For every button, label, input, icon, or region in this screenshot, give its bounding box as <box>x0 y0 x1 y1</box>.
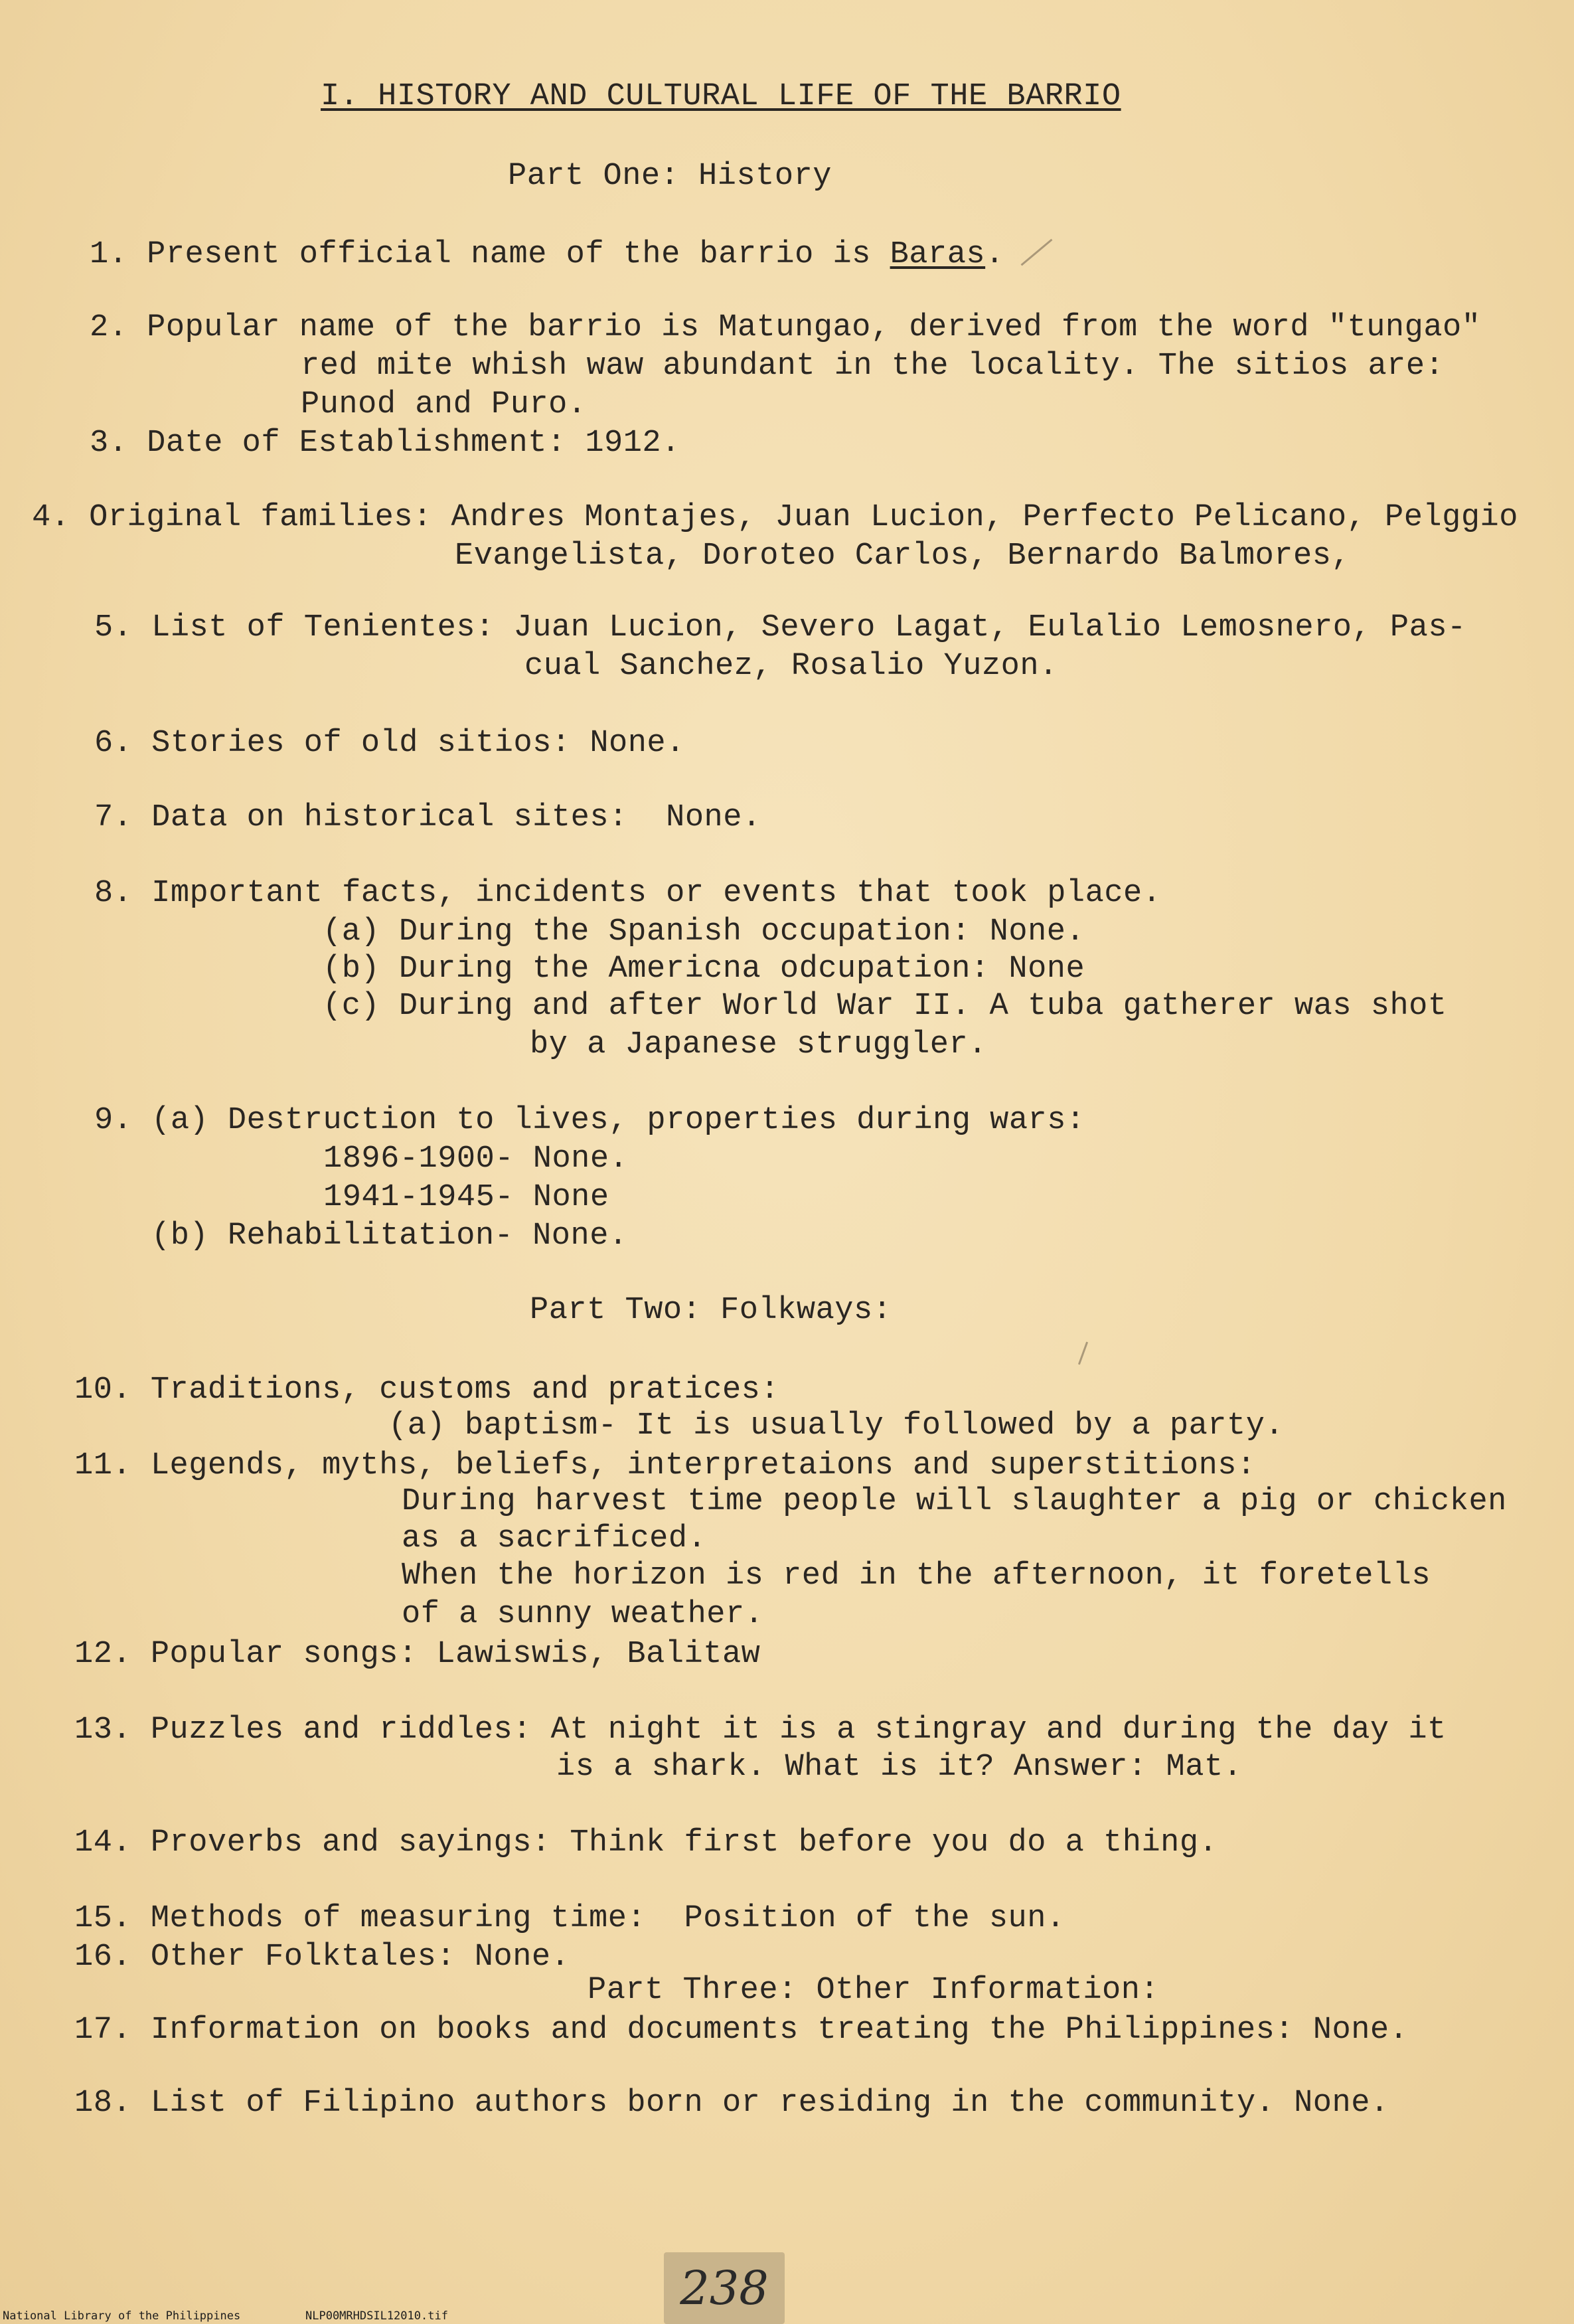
item-9-line-4: (b) Rehabilitation- None. <box>151 1218 628 1254</box>
item-16: 16. Other Folktales: None. <box>74 1940 570 1975</box>
item-2-line-2: red mite whish waw abundant in the locality. The sitios are: <box>301 349 1445 384</box>
item-17: 17. Information on books and documents treating the Philippines: None. <box>74 2013 1409 2048</box>
part-two-heading: Part Two: Folkways: <box>530 1293 892 1328</box>
item-13-line-1: 13. Puzzles and riddles: At night it is a stingray and during the day it <box>74 1712 1447 1748</box>
pencil-mark <box>1078 1342 1088 1365</box>
item-1-suffix: . <box>985 237 1004 272</box>
item-8-b: (b) During the Americna odcupation: None <box>323 952 1085 987</box>
footer-library-name: National Library of the Philippines <box>3 2309 241 2323</box>
item-18: 18. List of Filipino authors born or residing in the community. None. <box>74 2086 1389 2121</box>
item-1 <box>90 236 1004 274</box>
item-4-line-1: 4. Original families: Andres Montajes, Juan Lucion, Perfecto Pelicano, Pelggio <box>32 500 1518 535</box>
item-11-line-3: as a sacrificed. <box>402 1521 707 1556</box>
item-11-line-2: During harvest time people will slaughter a pig or chicken <box>402 1484 1507 1519</box>
item-14: 14. Proverbs and sayings: Think first before you do a thing. <box>74 1825 1218 1861</box>
item-5-line-1: 5. List of Tenientes: Juan Lucion, Severo Lagat, Eulalio Lemosnero, Pas- <box>94 610 1466 645</box>
item-10-line-2: (a) baptism- It is usually followed by a party. <box>388 1408 1285 1444</box>
item-1-text: 1. Present official name of the barrio is <box>90 237 890 272</box>
item-8-c-line-2: by a Japanese struggler. <box>530 1027 987 1062</box>
item-9-line-1: 9. (a) Destruction to lives, properties during wars: <box>94 1103 1085 1138</box>
part-one-heading: Part One: History <box>508 159 832 194</box>
item-11-line-4: When the horizon is red in the afternoon, it foretells <box>402 1558 1431 1594</box>
footer-file-name: NLP00MRHDSIL12010.tif <box>305 2309 448 2323</box>
pencil-mark <box>1021 239 1053 266</box>
item-7: 7. Data on historical sites: None. <box>94 800 761 835</box>
item-13-line-2: is a shark. What is it? Answer: Mat. <box>556 1750 1243 1785</box>
document-title: I. HISTORY AND CULTURAL LIFE OF THE BARRIO <box>321 79 1121 114</box>
item-4-line-2: Evangelista, Doroteo Carlos, Bernardo Balmores, <box>455 539 1351 574</box>
item-9-line-3: 1941-1945- None <box>323 1180 609 1215</box>
item-8-line-1: 8. Important facts, incidents or events that took place. <box>94 876 1162 911</box>
item-10-line-1: 10. Traditions, customs and pratices: <box>74 1372 780 1408</box>
item-2-line-3: Punod and Puro. <box>301 387 587 422</box>
item-6: 6. Stories of old sitios: None. <box>94 726 685 761</box>
item-15: 15. Methods of measuring time: Position of the sun. <box>74 1901 1065 1936</box>
item-3: 3. Date of Establishment: 1912. <box>90 426 680 461</box>
item-9-line-2: 1896-1900- None. <box>323 1141 629 1177</box>
item-11-line-1: 11. Legends, myths, beliefs, interpretaions and superstitions: <box>74 1448 1256 1483</box>
item-12: 12. Popular songs: Lawiswis, Balitaw <box>74 1637 761 1672</box>
barrio-name: Baras <box>890 237 986 272</box>
item-8-a: (a) During the Spanish occupation: None. <box>323 914 1085 950</box>
item-8-c-line-1: (c) During and after World War II. A tuba gatherer was shot <box>323 989 1447 1024</box>
page-number-stamp: 238 <box>664 2252 785 2324</box>
part-three-heading: Part Three: Other Information: <box>588 1973 1160 2008</box>
item-5-line-2: cual Sanchez, Rosalio Yuzon. <box>524 649 1058 684</box>
item-11-line-5: of a sunny weather. <box>402 1597 764 1632</box>
item-2-line-1: 2. Popular name of the barrio is Matungao, derived from the word "tungao" <box>90 310 1481 345</box>
